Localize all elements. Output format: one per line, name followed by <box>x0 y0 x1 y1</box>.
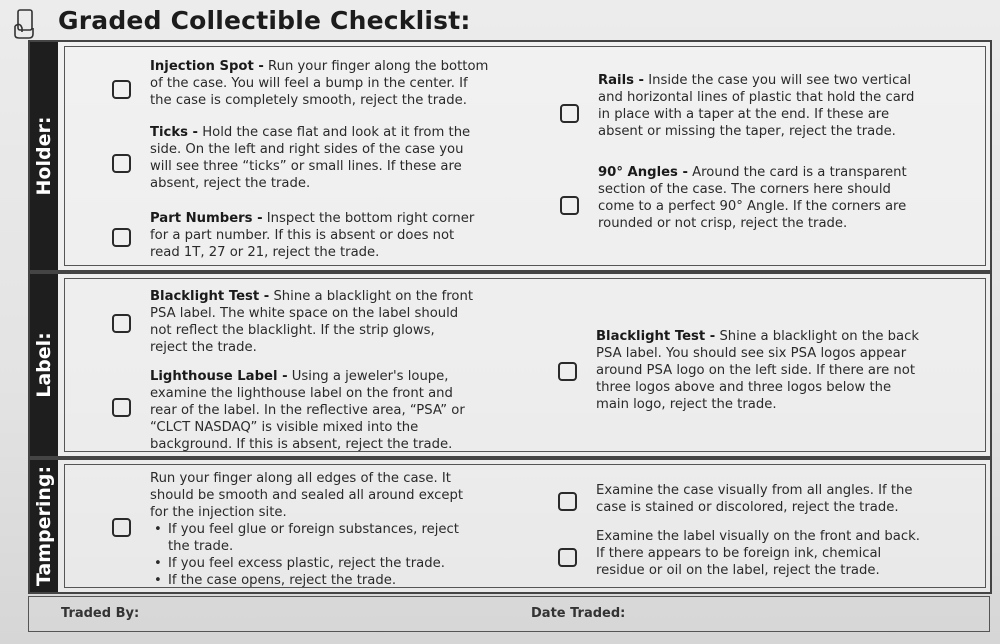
checkbox-front-blacklight[interactable] <box>112 314 131 333</box>
checkbox-injection-spot[interactable] <box>112 80 131 99</box>
item-lighthouse-label: Lighthouse Label - Using a jeweler's loupe, examine the lighthouse label on the front and rear of the label. In the reflective area, “PSA” or “CLCT NASDAQ” is visible mixed into the background. If this is absent, reject the trade. <box>150 369 465 452</box>
bullet-excess-plastic: • If you feel excess plastic, reject the trade. <box>168 555 463 572</box>
tampering-section <box>28 458 992 594</box>
checkbox-lighthouse-label[interactable] <box>112 398 131 417</box>
checkbox-part-numbers[interactable] <box>112 228 131 247</box>
bullet-case-opens: • If the case opens, reject the trade. <box>168 572 463 589</box>
checkbox-case-visual[interactable] <box>558 492 577 511</box>
hand-card-icon <box>12 8 38 40</box>
holder-section <box>28 40 992 272</box>
item-edges: Run your finger along all edges of the case. It should be smooth and sealed all around except for the injection site. • If you feel glue or foreign substances, reject the trade. • If you feel excess plastic, reject the trade. • If the case opens, reject the trade. <box>150 470 463 589</box>
traded-by-field[interactable]: Traded By: <box>61 606 140 621</box>
date-traded-field[interactable]: Date Traded: <box>531 606 626 621</box>
tampering-tab: Tampering: <box>30 460 58 592</box>
signature-footer <box>28 596 990 632</box>
item-case-visual: Examine the case visually from all angles. If the case is stained or discolored, reject the trade. <box>596 483 913 515</box>
checkbox-ticks[interactable] <box>112 154 131 173</box>
item-ticks: Ticks - Hold the case flat and look at it from the side. On the left and right sides of the case you will see three “ticks” or small lines. If these are absent, reject the trade. <box>150 125 471 191</box>
tampering-bullets <box>150 521 463 589</box>
bullet-glue: • If you feel glue or foreign substances, reject the trade. <box>168 521 463 555</box>
label-tab: Label: <box>30 274 58 456</box>
checkbox-back-blacklight[interactable] <box>558 362 577 381</box>
checkbox-90-angles[interactable] <box>560 196 579 215</box>
item-back-blacklight: Blacklight Test - Shine a blacklight on the back PSA label. You should see six PSA logos appear around PSA logo on the left side. If there are not three logos above and three logos below the main logo, reject the trade. <box>596 329 919 412</box>
checkbox-edges[interactable] <box>112 518 131 537</box>
item-injection-spot: Injection Spot - Run your finger along the bottom of the case. You will feel a bump in the center. If the case is completely smooth, reject the trade. <box>150 59 489 108</box>
page-title: Graded Collectible Checklist: <box>58 6 471 35</box>
item-part-numbers: Part Numbers - Inspect the bottom right corner for a part number. If this is absent or does not read 1T, 27 or 21, reject the trade. <box>150 211 475 260</box>
checkbox-rails[interactable] <box>560 104 579 123</box>
item-rails: Rails - Inside the case you will see two vertical and horizontal lines of plastic that hold the card in place with a taper at the end. If these are absent or missing the taper, reject the trade. <box>598 73 915 139</box>
checkbox-label-visual[interactable] <box>558 548 577 567</box>
holder-tab: Holder: <box>30 42 58 270</box>
item-front-blacklight: Blacklight Test - Shine a blacklight on the front PSA label. The white space on the label should not reflect the blacklight. If the strip glows, reject the trade. <box>150 289 474 355</box>
item-label-visual: Examine the label visually on the front and back. If there appears to be foreign ink, chemical residue or oil on the label, reject the trade. <box>596 529 920 578</box>
item-90-angles: 90° Angles - Around the card is a transparent section of the case. The corners here should come to a perfect 90° Angle. If the corners are rounded or not crisp, reject the trade. <box>598 165 907 231</box>
label-section <box>28 272 992 458</box>
